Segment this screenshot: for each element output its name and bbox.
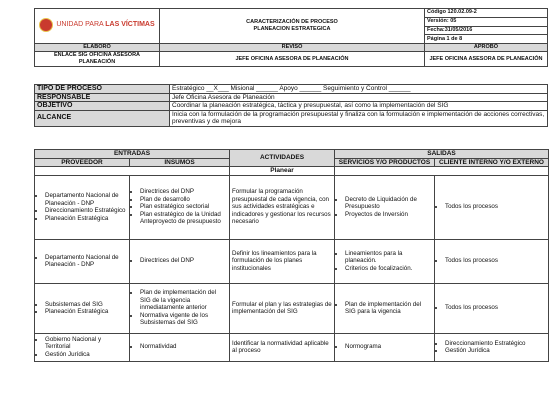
actividad-cell: Formular la programación presupuestal de cada vigencia, con sus actividades estratégicas e indicadores y gestionar los recursos necesario [230, 175, 335, 239]
aprobo-value: JEFE OFICINA ASESORA DE PLANEACIÓN [425, 52, 548, 67]
list-item: • Plan de desarrollo [140, 196, 227, 204]
list-item: • Proyectos de Inversión [345, 211, 432, 219]
proveedor-cell [35, 239, 130, 283]
fecha-field: Fecha:31/05/2016 [425, 26, 548, 35]
list-item: • Plan estratégico sectorial [140, 203, 227, 211]
insumos-cell [130, 283, 230, 333]
cliente-cell [435, 283, 549, 333]
cliente-cell [435, 239, 549, 283]
list-item: • Todos los procesos [445, 203, 546, 211]
servicios-header: SERVICIOS Y/O PRODUCTOS [335, 158, 435, 167]
table-row [35, 333, 549, 361]
logo-prefix: UNIDAD PARA [56, 21, 104, 28]
proveedor-cell [35, 333, 130, 361]
document-header [34, 8, 548, 67]
reviso-value: JEFE OFICINA ASESORA DE PLANEACIÓN [160, 52, 425, 67]
logo-brand: LAS VÍCTIMAS [105, 21, 155, 28]
title-line-2: PLANEACION ESTRATEGICA [253, 26, 331, 32]
list-item: • Gobierno Nacional y Territorial [45, 336, 127, 351]
tipo-proceso-value: Estratégico __X___ Misional ______ Apoyo ______ Seguimiento y Control ______ [170, 85, 548, 94]
actividad-cell: Definir los lineamientos para la formulación de los planes institucionales [230, 239, 335, 283]
version-field: Versión: 05 [425, 17, 548, 26]
servicios-cell [335, 283, 435, 333]
list-item: • Subsistemas del SIG [45, 301, 127, 309]
list-item: • Directrices del DNP [140, 257, 227, 265]
cliente-cell [435, 175, 549, 239]
list-item: • Normativa vigente de los Subsistemas del SIG [140, 312, 227, 327]
cliente-cell [435, 333, 549, 361]
colombia-seal-icon [39, 18, 53, 32]
tipo-proceso-label: TIPO DE PROCESO [35, 85, 170, 94]
list-item: • Gestión Jurídica [45, 351, 127, 359]
proveedor-cell [35, 175, 130, 239]
elaboro-value: ENLACE SIG OFICINA ASESORA PLANEACIÓN [35, 52, 160, 67]
list-item: • Planeación Estratégica [45, 215, 127, 223]
codigo-field: Código 120.02.09-2 [425, 9, 548, 18]
alcance-label: ALCANCE [35, 110, 170, 126]
proveedor-header: PROVEEDOR [35, 158, 130, 167]
characterization-table [34, 149, 549, 362]
phase-spacer-right [335, 167, 549, 176]
proveedor-cell [35, 283, 130, 333]
list-item: • Lineamientos para la planeación. [345, 250, 432, 265]
logo-text [56, 21, 154, 28]
servicios-cell [335, 239, 435, 283]
list-item: • Direccionamiento Estratégico [45, 207, 127, 215]
actividad-cell: Identificar la normatividad aplicable al proceso [230, 333, 335, 361]
unidad-victimas-logo [39, 18, 154, 32]
list-item: • Todos los procesos [445, 257, 546, 265]
title-line-1: CARACTERIZACIÓN DE PROCESO [246, 19, 338, 25]
list-item: • Plan de implementación del SIG para la vigencia [345, 301, 432, 316]
objetivo-label: OBJETIVO [35, 102, 170, 111]
phase-label: Planear [230, 167, 335, 176]
table-row [35, 239, 549, 283]
entradas-header: ENTRADAS [35, 150, 230, 159]
reviso-label: REVISÓ [160, 44, 425, 52]
aprobo-label: APROBÓ [425, 44, 548, 52]
insumos-cell [130, 239, 230, 283]
insumos-cell [130, 175, 230, 239]
list-item: • Decreto de Liquidación de Presupuesto [345, 196, 432, 211]
actividad-cell: Formular el plan y las estrategias de implementación del SIG [230, 283, 335, 333]
responsable-value: Jefe Oficina Asesora de Planeación [170, 93, 548, 102]
list-item: • Todos los procesos [445, 304, 546, 312]
alcance-value: Inicia con la formulación de la programación presupuestal y finaliza con la formulación e implementación de acciones correctivas, preventivas y de mejora [170, 110, 548, 126]
list-item: • Directrices del DNP [140, 188, 227, 196]
servicios-cell [335, 333, 435, 361]
table-row [35, 283, 549, 333]
actividades-header: ACTIVIDADES [230, 150, 335, 167]
list-item: • Gestión Jurídica [445, 347, 546, 355]
list-item: • Normograma [345, 343, 432, 351]
salidas-header: SALIDAS [335, 150, 549, 159]
document-title [160, 9, 425, 44]
list-item: • Departamento Nacional de Planeación - DNP [45, 192, 127, 207]
elaboro-label: ELABORÓ [35, 44, 160, 52]
insumos-cell [130, 333, 230, 361]
list-item: • Planeación Estratégica [45, 308, 127, 316]
table-row [35, 175, 549, 239]
phase-spacer-left [35, 167, 230, 176]
responsable-label: RESPONSABLE [35, 93, 170, 102]
process-info-table [34, 84, 548, 127]
list-item: • Plan estratégico de la Unidad Anteproyecto de presupuesto [140, 211, 227, 226]
list-item: • Direccionamiento Estratégico [445, 340, 546, 348]
list-item: • Plan de implementación del SIG de la vigencia inmediatamente anterior [140, 289, 227, 312]
list-item: • Departamento Nacional de Planeación - DNP [45, 254, 127, 269]
logo-cell [35, 9, 160, 44]
pagina-field: Página 1 de 8 [425, 35, 548, 44]
objetivo-value: Coordinar la planeación estratégica, táctica y presupuestal, así como la implementación del SIG [170, 102, 548, 111]
list-item: • Criterios de focalización. [345, 265, 432, 273]
insumos-header: INSUMOS [130, 158, 230, 167]
list-item: • Normatividad [140, 343, 227, 351]
cliente-header: CLIENTE INTERNO Y/O EXTERNO [435, 158, 549, 167]
servicios-cell [335, 175, 435, 239]
